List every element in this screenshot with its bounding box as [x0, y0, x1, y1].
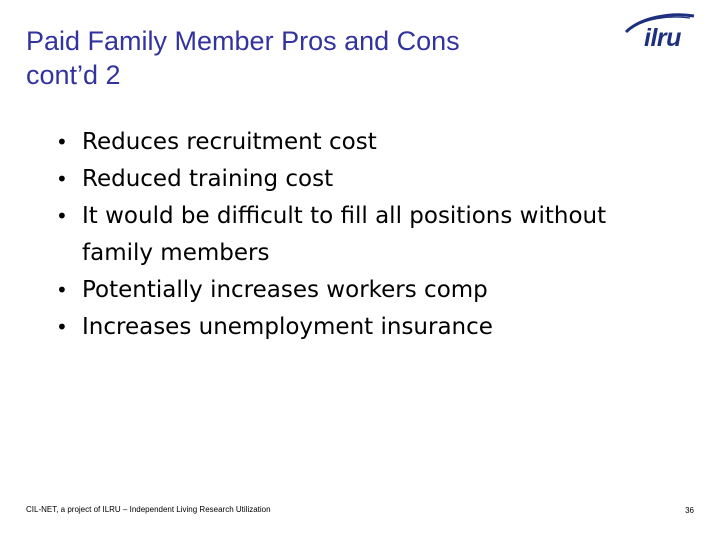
- list-item: [56, 161, 676, 198]
- bullet-dot: •: [56, 204, 68, 228]
- bullet-dot: •: [56, 278, 68, 302]
- bullet-dot: •: [56, 167, 68, 191]
- bullet-text: It would be difficult to fill all positions without family members: [82, 203, 607, 266]
- slide-title: [26, 24, 586, 92]
- list-item: [56, 272, 676, 309]
- list-item: [56, 198, 676, 272]
- bullet-dot: •: [56, 315, 68, 339]
- logo-text: ilru: [644, 24, 681, 52]
- list-item: [56, 309, 676, 346]
- title-line-1: Paid Family Member Pros and Cons: [26, 26, 460, 56]
- bullet-text: Reduces recruitment cost: [82, 129, 377, 155]
- bullet-list: [56, 124, 676, 346]
- ilru-logo: [620, 10, 698, 54]
- bullet-dot: •: [56, 130, 68, 154]
- bullet-text: Reduced training cost: [82, 166, 334, 192]
- bullet-text: Potentially increases workers comp: [82, 277, 488, 303]
- bullet-text: Increases unemployment insurance: [82, 314, 493, 340]
- title-line-2: cont’d 2: [26, 60, 121, 90]
- footer-text: CIL-NET, a project of ILRU – Independent Living Research Utilization: [26, 505, 271, 514]
- list-item: [56, 124, 676, 161]
- page-number: 36: [685, 506, 694, 515]
